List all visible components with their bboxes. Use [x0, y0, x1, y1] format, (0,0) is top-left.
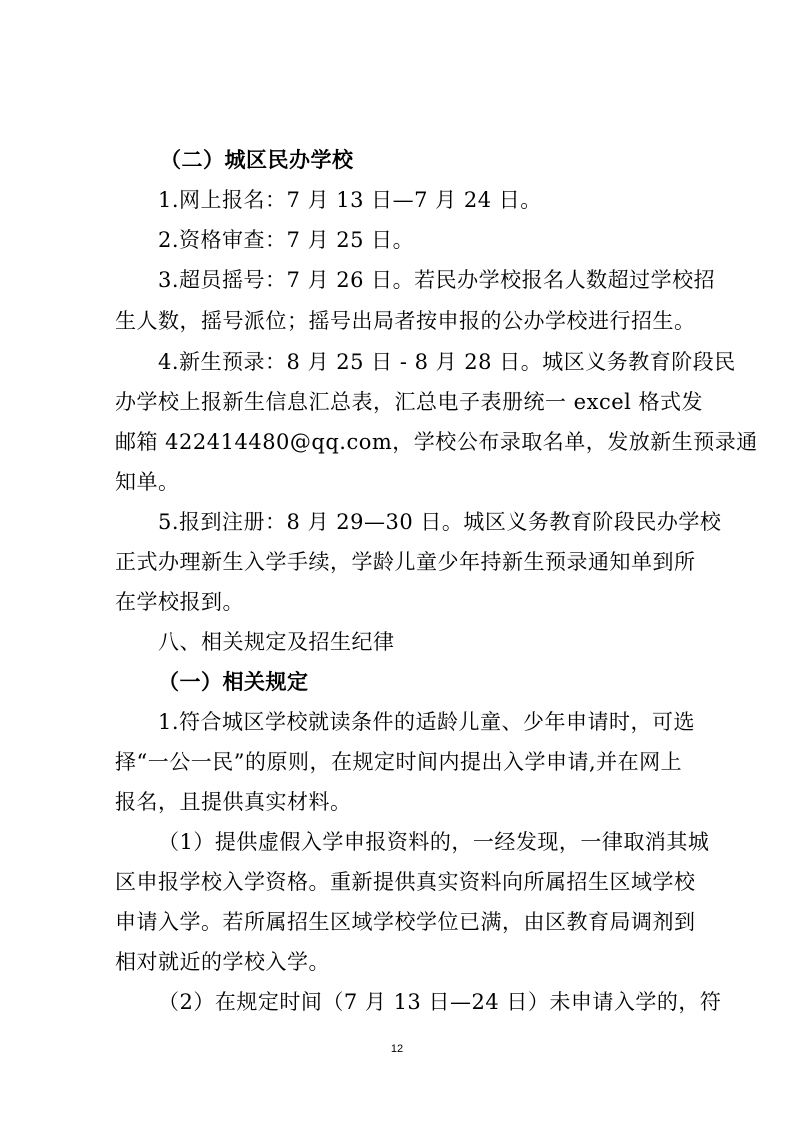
- paragraph-line: 1.网上报名：7 月 13 日—7 月 24 日。: [158, 188, 542, 212]
- paragraph-line: 5.报到注册：8 月 29—30 日。城区义务教育阶段民办学校: [158, 510, 722, 534]
- subsection-heading-regulations: （一）相关规定: [158, 670, 309, 694]
- paragraph-line: 生人数，摇号派位；摇号出局者按申报的公办学校进行招生。: [115, 309, 696, 333]
- paragraph-line: 择“一公一民”的原则，在规定时间内提出入学申请,并在网上: [115, 750, 683, 774]
- paragraph-line: 报名，且提供真实材料。: [115, 790, 352, 814]
- paragraph-line: 相对就近的学校入学。: [115, 950, 330, 974]
- paragraph-line: 区申报学校入学资格。重新提供真实资料向所属招生区域学校: [115, 870, 696, 894]
- paragraph-line: 正式办理新生入学手续，学龄儿童少年持新生预录通知单到所: [115, 550, 696, 574]
- paragraph-line: （2）在规定时间（7 月 13 日—24 日）未申请入学的，符: [158, 990, 722, 1014]
- paragraph-line: 申请入学。若所属招生区域学校学位已满，由区教育局调剂到: [115, 910, 696, 934]
- section-heading-regulations: 八、相关规定及招生纪律: [158, 630, 395, 654]
- page-number: 12: [390, 1043, 404, 1055]
- paragraph-line: 知单。: [115, 470, 180, 494]
- paragraph-line: 3.超员摇号：7 月 26 日。若民办学校报名人数超过学校招: [158, 268, 716, 292]
- paragraph-line: 2.资格审查：7 月 25 日。: [158, 228, 415, 252]
- paragraph-line-email: 邮箱 422414480@qq.com，学校公布录取名单，发放新生预录通: [115, 430, 758, 454]
- paragraph-line: 在学校报到。: [115, 590, 244, 614]
- paragraph-line: （1）提供虚假入学申报资料的，一经发现，一律取消其城: [158, 830, 710, 854]
- section-heading-private-schools: （二）城区民办学校: [160, 148, 354, 172]
- paragraph-line: 1.符合城区学校就读条件的适龄儿童、少年申请时，可选: [158, 710, 696, 734]
- paragraph-line: 办学校上报新生信息汇总表，汇总电子表册统一 excel 格式发: [115, 390, 704, 414]
- paragraph-line: 4.新生预录：8 月 25 日 - 8 月 28 日。城区义务教育阶段民: [158, 350, 736, 374]
